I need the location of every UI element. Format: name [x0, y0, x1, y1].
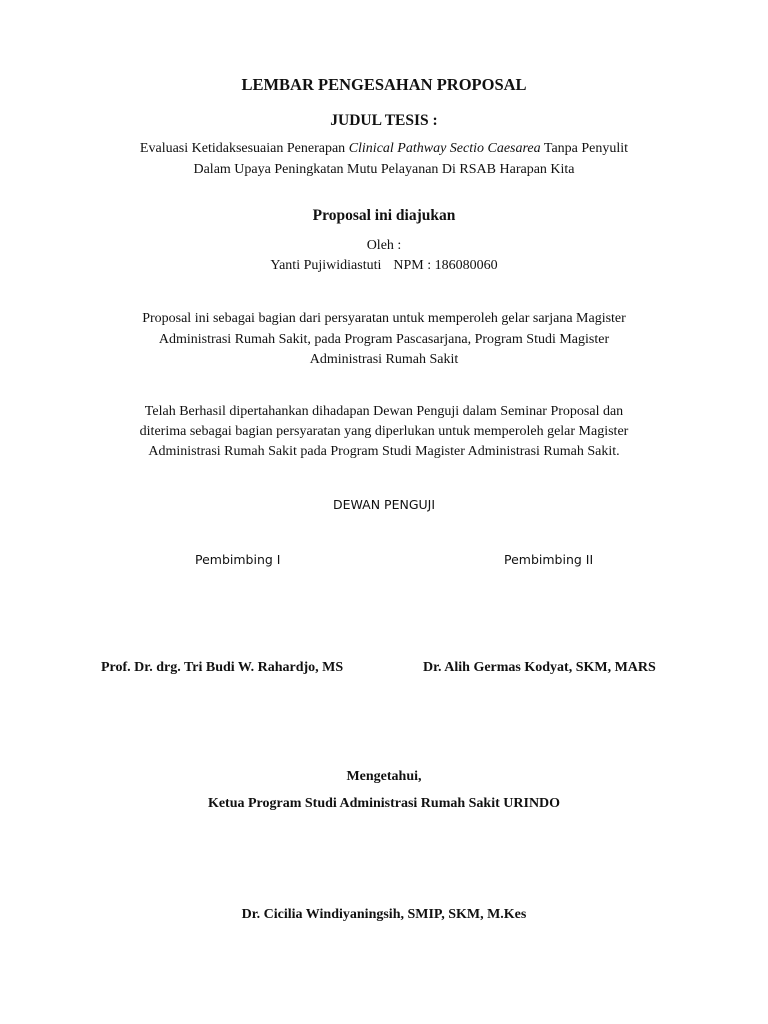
acknowledged-label: Mengetahui,	[346, 769, 422, 784]
defense-line-1: Telah Berhasil dipertahankan dihadapan Dewan Penguji dalam Seminar Proposal dan	[144, 404, 624, 419]
thesis-title-line-1	[0, 139, 768, 159]
advisor-2-name: Dr. Alih Germas Kodyat, SKM, MARS	[423, 660, 656, 675]
by-label: Oleh :	[366, 238, 402, 253]
student-npm: NPM : 186080060	[393, 258, 498, 273]
thesis-title-italic: Clinical Pathway Sectio Caesarea	[348, 141, 541, 156]
advisor-2-label: Pembimbing II	[504, 552, 594, 567]
purpose-line-2: Administrasi Rumah Sakit, pada Program Pascasarjana, Program Studi Magister	[158, 332, 610, 347]
purpose-line-3: Administrasi Rumah Sakit	[309, 352, 459, 367]
author-line	[0, 256, 768, 276]
submission-heading: Proposal ini diajukan	[312, 207, 456, 224]
document-title: LEMBAR PENGESAHAN PROPOSAL	[241, 75, 527, 94]
program-head-role: Ketua Program Studi Administrasi Rumah Sakit URINDO	[207, 796, 561, 811]
thesis-title-line-2: Dalam Upaya Peningkatan Mutu Pelayanan Di RSAB Harapan Kita	[193, 162, 575, 177]
defense-line-2: diterima sebagai bagian persyaratan yang diperlukan untuk memperoleh gelar Magister	[139, 424, 629, 439]
purpose-line-1: Proposal ini sebagai bagian dari persyaratan untuk memperoleh gelar sarjana Magister	[142, 311, 626, 326]
thesis-title-suffix: Tanpa Penyulit	[540, 141, 629, 156]
thesis-title-prefix: Evaluasi Ketidaksesuaian Penerapan	[139, 141, 349, 156]
board-heading: DEWAN PENGUJI	[332, 497, 436, 512]
thesis-label: JUDUL TESIS :	[330, 112, 438, 129]
advisor-1-name: Prof. Dr. drg. Tri Budi W. Rahardjo, MS	[101, 660, 344, 675]
program-head-name: Dr. Cicilia Windiyaningsih, SMIP, SKM, M.Kes	[241, 907, 527, 922]
defense-line-3: Administrasi Rumah Sakit pada Program Studi Magister Administrasi Rumah Sakit.	[148, 444, 620, 459]
advisor-1-label: Pembimbing I	[195, 552, 281, 567]
author-name: Yanti Pujiwidiastuti	[270, 258, 382, 273]
